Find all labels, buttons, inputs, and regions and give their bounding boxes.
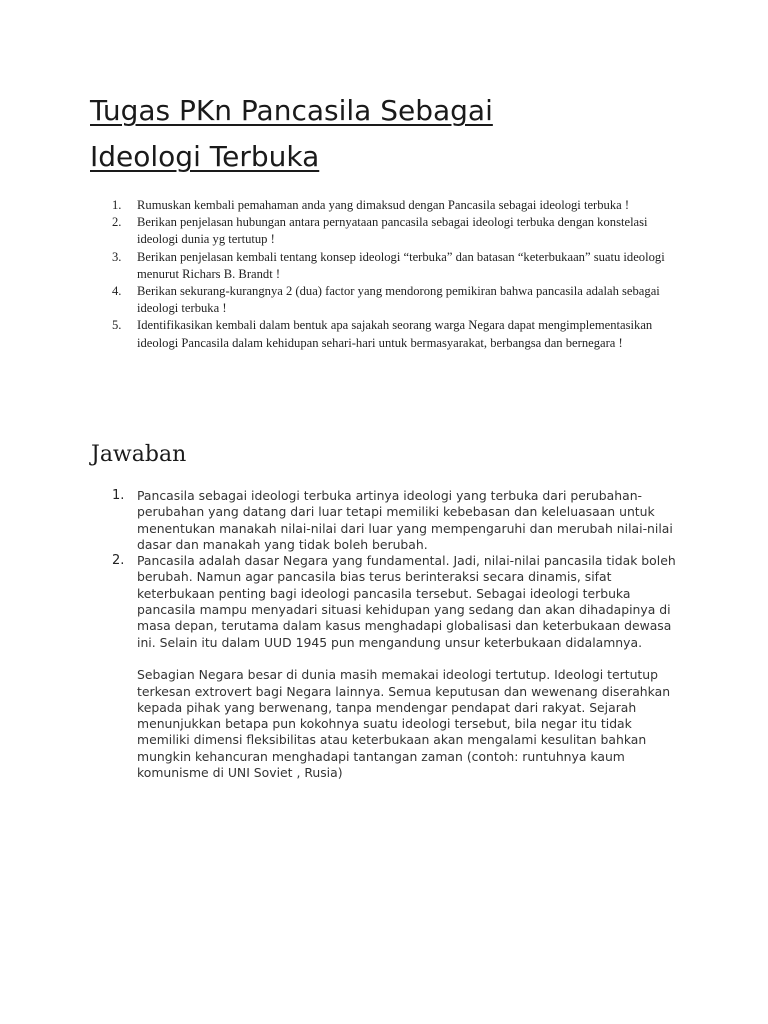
answer-paragraph: Sebagian Negara besar di dunia masih memakai ideologi tertutup. Ideologi tertutup terkesan extrovert bagi Negara lainnya. Semua keputusan dan wewenang diserahkan kepada pihak yang berwenang, tanpa mendengar pendapat dari rakyat. Sejarah menunjukkan betapa pun kokohnya suatu ideologi tersebut, bila negar itu tidak memiliki dimensi fleksibilitas atau keterbukaan akan mengalami kesulitan bahkan mungkin kehancuran menghadapi tantangan zaman (contoh: runtuhnya kaum komunisme di UNI Soviet , Rusia) <box>137 667 671 781</box>
answers-heading: Jawaban <box>91 442 187 467</box>
question-text: Berikan sekurang-kurangnya 2 (dua) factor yang mendorong pemikiran bahwa pancasila adalah sebagai ideologi terbuka ! <box>137 284 660 316</box>
question-item <box>110 197 680 214</box>
question-text: Berikan penjelasan hubungan antara pernyataan pancasila sebagai ideologi terbuka dengan konstelasi ideologi dunia yg tertutup ! <box>137 215 648 247</box>
answer-paragraph: Pancasila adalah dasar Negara yang fundamental. Jadi, nilai-nilai pancasila tidak boleh berubah. Namun agar pancasila bias terus berinteraksi secara dinamis, sifat keterbukaan penting bagi ideologi pancasila tersebut. Sebagai ideologi terbuka pancasila mampu menyadari situasi kehidupan yang sedang dan akan dihadapinya di masa depan, terutama dalam kasus menghadapi globalisasi dan keterbukaan dewasa ini. Selain itu dalam UUD 1945 pun mengandung unsur keterbukaan didalamnya. <box>137 553 676 650</box>
question-number: 4. <box>112 284 122 299</box>
question-text: Identifikasikan kembali dalam bentuk apa sajakah seorang warga Negara dapat mengimplementasikan ideologi Pancasila dalam kehidupan sehari-hari untuk bermasyarakat, berbangsa dan bernegara ! <box>137 318 653 350</box>
answer-item <box>108 553 678 781</box>
question-number: 5. <box>112 318 122 333</box>
answer-number: 2. <box>112 553 125 569</box>
answer-list <box>108 488 678 781</box>
question-item <box>110 214 680 248</box>
answer-number: 1. <box>112 488 125 503</box>
question-item <box>110 283 680 317</box>
question-text: Rumuskan kembali pemahaman anda yang dimaksud dengan Pancasila sebagai ideologi terbuka ! <box>137 198 630 212</box>
title-line-2: Ideologi Terbuka <box>90 140 320 173</box>
question-text: Berikan penjelasan kembali tentang konsep ideologi “terbuka” dan batasan “keterbukaan” suatu ideologi menurut Richars B. Brandt ! <box>137 249 665 281</box>
question-number: 2. <box>112 215 122 230</box>
question-number: 1. <box>112 198 122 212</box>
answer-paragraph: Pancasila sebagai ideologi terbuka artinya ideologi yang terbuka dari perubahan-perubahan yang datang dari luar tetapi memiliki kebebasan dan keleluasaan untuk menentukan manakah nilai-nilai dari luar yang mempengaruhi dan merubah nilai-nilai dasar dan manakah yang tidak boleh berubah. <box>137 488 673 552</box>
title-line-1: Tugas PKn Pancasila Sebagai <box>90 94 493 127</box>
question-list <box>110 197 680 352</box>
answer-item <box>108 488 678 553</box>
document-title <box>90 88 690 180</box>
question-item <box>110 249 680 283</box>
question-item <box>110 317 680 351</box>
question-number: 3. <box>112 249 122 264</box>
